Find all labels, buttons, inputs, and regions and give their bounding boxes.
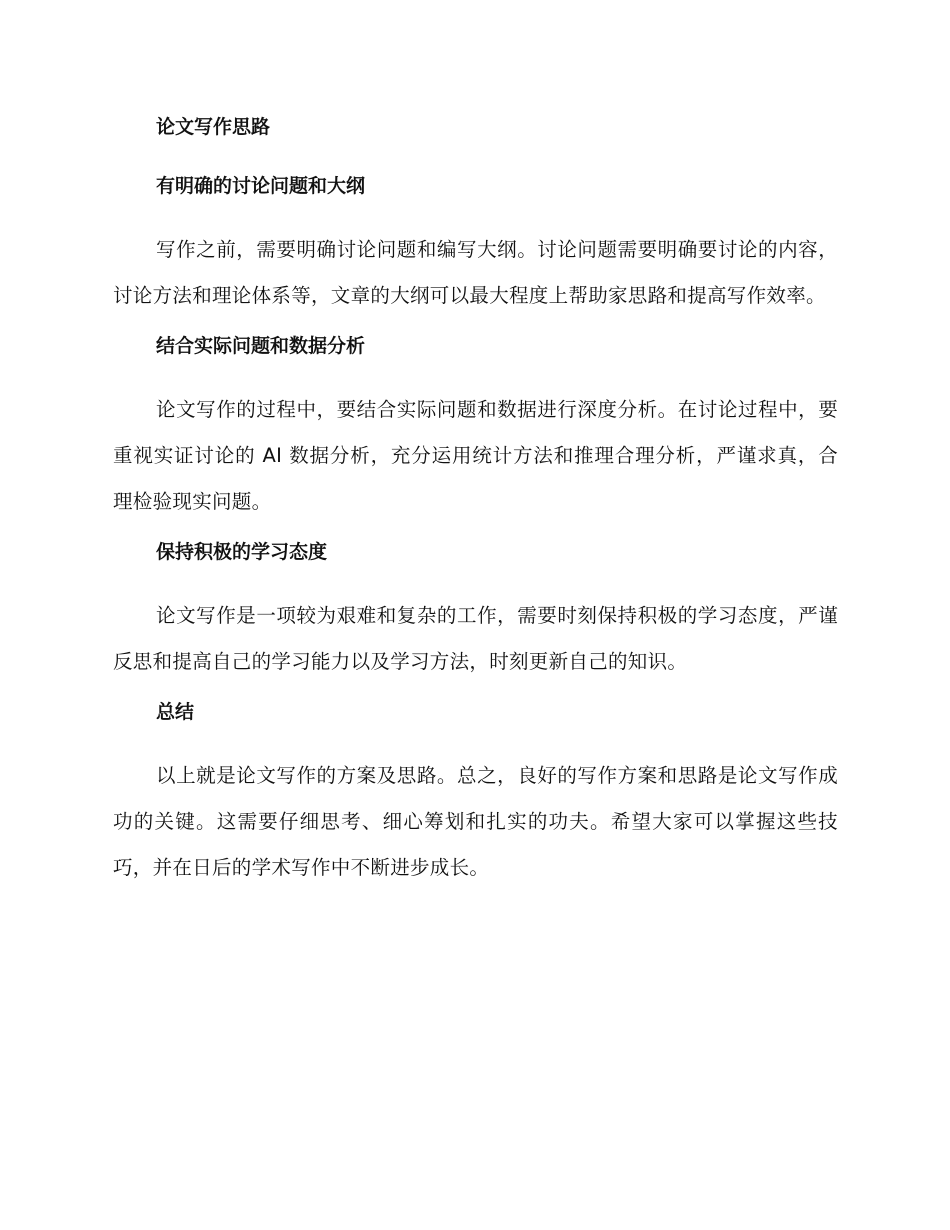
section-paragraph: 论文写作的过程中，要结合实际问题和数据进行深度分析。在讨论过程中，要重视实证讨论的 AI 数据分析，充分运用统计方法和推理合理分析，严谨求真，合理检验现实问题。 [113,398,838,513]
section-outline [113,171,838,319]
document-title: 论文写作思路 [156,116,271,138]
section-paragraph: 以上就是论文写作的方案及思路。总之，良好的写作方案和思路是论文写作成功的关键。这需要仔细思考、细心筹划和扎实的功夫。希望大家可以掌握这些技巧，并在日后的学术写作中不断进步成长。 [113,764,838,879]
section-heading: 结合实际问题和数据分析 [156,335,366,357]
document-content [113,112,838,903]
section-paragraph: 论文写作是一项较为艰难和复杂的工作，需要时刻保持积极的学习态度，严谨反思和提高自己的学习能力以及学习方法，时刻更新自己的知识。 [113,604,838,673]
section-heading: 保持积极的学习态度 [156,541,328,563]
section-learning-attitude [113,537,838,685]
section-data-analysis [113,331,838,525]
section-paragraph: 写作之前，需要明确讨论问题和编写大纲。讨论问题需要明确要讨论的内容， 讨论方法和理论体系等，文章的大纲可以最大程度上帮助家思路和提高写作效率。 [113,238,838,307]
section-summary [113,697,838,891]
section-heading: 有明确的讨论问题和大纲 [156,175,366,197]
section-heading: 总结 [156,701,195,723]
